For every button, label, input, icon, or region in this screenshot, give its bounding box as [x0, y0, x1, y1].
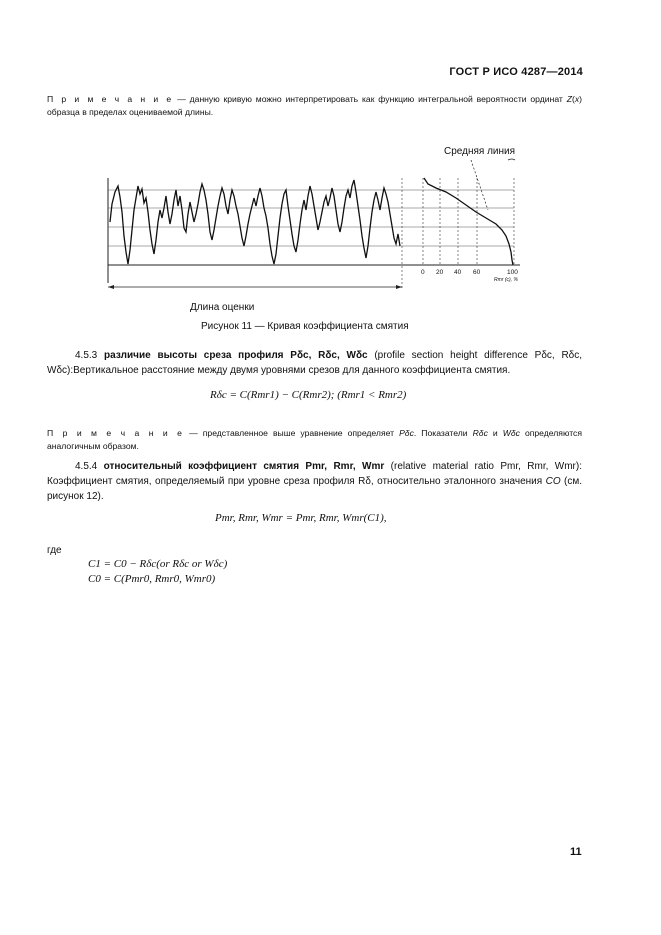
- note-text: . Показатели: [413, 428, 473, 438]
- curve-mark: [508, 159, 515, 160]
- note-text: определяются аналогичным образом.: [47, 428, 582, 451]
- term-english: (relative material ratio Pmr, Rmr, Wmr):: [384, 461, 582, 472]
- definition-tail: (см. рисунок 12).: [47, 476, 582, 502]
- note-label: П р и м е ч а н и е: [47, 94, 174, 104]
- profile-curve: [110, 180, 400, 264]
- eval-arrow-left-head: [108, 285, 114, 289]
- tick-20: 20: [436, 269, 444, 276]
- section-number: 4.5.4: [75, 461, 98, 472]
- tick-60: 60: [473, 269, 481, 276]
- where-label: где: [47, 545, 62, 556]
- material-ratio-curve: [424, 178, 513, 265]
- eval-length-label: Длина оценки: [190, 302, 255, 313]
- formula-pmr: Pmr, Rmr, Wmr = Pmr, Rmr, Wmr(C1),: [215, 512, 387, 524]
- mean-line-label: Средняя линия: [444, 146, 516, 157]
- tick-100: 100: [507, 269, 518, 276]
- note-var: Pδc: [399, 428, 414, 438]
- note-label: П р и м е ч а н и е: [47, 428, 185, 438]
- where-line-1: C1 = C0 − Rδc(or Rδc or Wδc): [88, 558, 228, 570]
- figure-caption: Рисунок 11 — Кривая коэффициента смятия: [201, 321, 409, 332]
- definition: Коэффициент смятия, определяемый при уровне среза профиля Rδ, относительно эталонного значения: [47, 476, 546, 487]
- page-number: 11: [570, 846, 582, 858]
- term-english: (profile section height difference Pδc, Rδc, Wδc):: [47, 350, 583, 376]
- tick-40: 40: [454, 269, 462, 276]
- formula-rdc: Rδc = C(Rmr1) − C(Rmr2); (Rmr1 < Rmr2): [210, 389, 407, 401]
- note-var-z: Z: [566, 94, 572, 104]
- ratio-axis-unit: Rmr (c), %: [494, 277, 518, 283]
- ratio-axis-ticks: [421, 269, 518, 276]
- note-var: Rδc: [472, 428, 488, 438]
- where-line-2: C0 = C(Pmr0, Rmr0, Wmr0): [88, 573, 216, 585]
- eval-arrow-right-head: [396, 285, 402, 289]
- definition: Вертикальное расстояние между двумя уровнями срезов для данного коэффициента смятия.: [73, 365, 511, 376]
- tick-0: 0: [421, 269, 425, 276]
- note-var: Wδc: [502, 428, 520, 438]
- note-var-x: x: [574, 94, 580, 104]
- term: различие высоты среза профиля Рδс, Rδc, Wδc: [104, 350, 368, 361]
- note-2: [47, 427, 582, 453]
- section-number: 4.5.3: [75, 350, 98, 361]
- note-text: — представленное выше уравнение определяет: [184, 428, 400, 438]
- note-text-a: — данную кривую можно интерпретировать как функцию интегральной вероятности ординат: [173, 94, 567, 104]
- figure-11: [0, 0, 661, 330]
- term: относительный коэффициент смятия Pmr, Rmr, Wmr: [103, 461, 385, 472]
- note-text-b: ) образца в пределах оцениваемой длины.: [47, 94, 582, 117]
- section-4-5-4: [47, 459, 582, 504]
- note-text: и: [487, 428, 503, 438]
- document-header: ГОСТ Р ИСО 4287—2014: [449, 66, 583, 78]
- section-4-5-3: [47, 348, 582, 378]
- note-paren: (: [571, 94, 575, 104]
- mean-line-pointer: [471, 160, 488, 210]
- reference-co: CO: [545, 476, 561, 487]
